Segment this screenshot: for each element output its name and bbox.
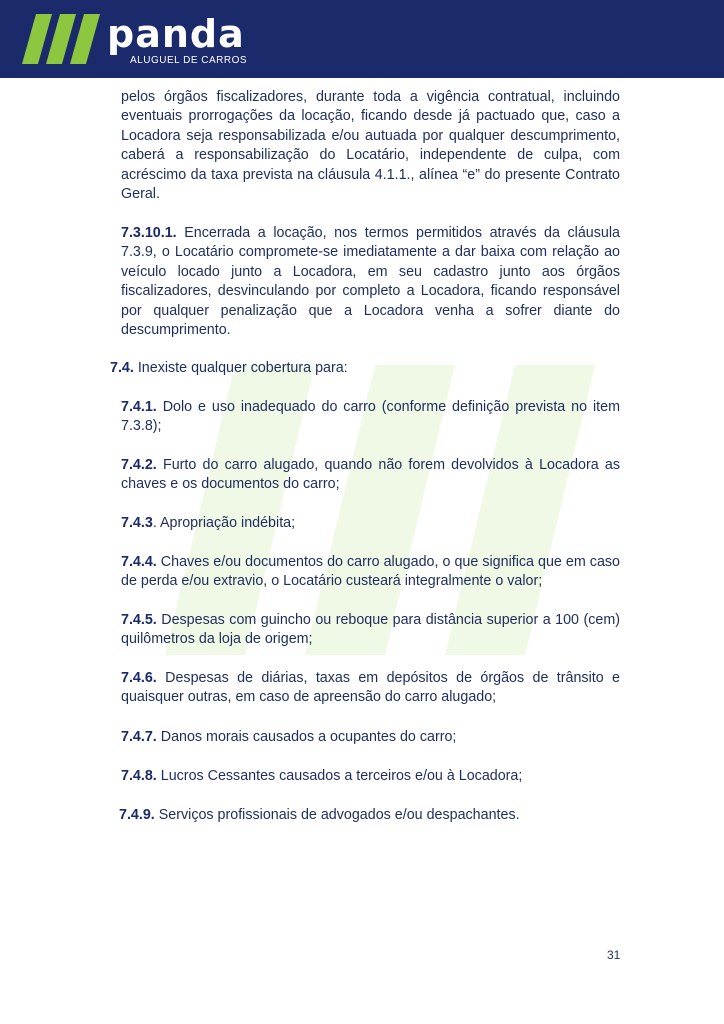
clause-number: 7.4.7. <box>121 729 157 745</box>
paragraph-text: Danos morais causados a ocupantes do carro; <box>156 729 457 745</box>
paragraph-text: pelos órgãos fiscalizadores, durante toda a vigência contratual, incluindo eventuais prorrogações da locação, ficando desde já pactuado que, caso a Locadora seja responsabilizada e/ou autuada por qualquer descumprimento, caberá a responsabilização do Locatário, independente de culpa, com acréscimo da taxa prevista na cláusula 4.1.1., alínea “e” do presente Contrato Geral. <box>121 89 620 203</box>
paragraph-7-4-1 <box>121 398 620 437</box>
clause-number: 7.4.5. <box>121 612 157 628</box>
clause-number: 7.4.9. <box>119 807 155 823</box>
clause-number: 7.4.8. <box>121 768 157 784</box>
page-number: 31 <box>607 948 621 962</box>
paragraph-7-4-6 <box>121 669 620 708</box>
paragraph-text: Furto do carro alugado, quando não forem devolvidos à Locadora as chaves e os documentos do carro; <box>121 457 620 493</box>
paragraph-text: Serviços profissionais de advogados e/ou despachantes. <box>154 807 520 823</box>
clause-number: 7.4.4. <box>121 554 157 570</box>
clause-number: 7.4. <box>110 360 134 376</box>
paragraph-text: Despesas com guincho ou reboque para distância superior a 100 (cem) quilômetros da loja de origem; <box>121 612 620 648</box>
paragraph-7-4-9 <box>119 806 618 825</box>
paragraph-7-4-5 <box>121 611 620 650</box>
paragraph-text: Lucros Cessantes causados a terceiros e/ou à Locadora; <box>156 768 523 784</box>
paragraph-text: . Apropriação indébita; <box>152 515 296 531</box>
panda-stripes-logo-icon <box>22 14 104 64</box>
page-header <box>0 0 724 78</box>
paragraph-text: Chaves e/ou documentos do carro alugado, o que significa que em caso de perda e/ou extravio, o Locatário custeará integralmente o valor; <box>121 554 620 590</box>
paragraph-7-3-10-1 <box>121 224 620 340</box>
paragraph-text: Dolo e uso inadequado do carro (conforme definição prevista no item 7.3.8); <box>121 399 620 435</box>
paragraph-7-4-2 <box>121 456 620 495</box>
paragraph-text: Encerrada a locação, nos termos permitidos através da cláusula 7.3.9, o Locatário compromete-se imediatamente a dar baixa com relação ao veículo locado junto a Locadora, em seu cadastro junto aos órgãos fiscalizadores, desvinculando por completo a Locadora, ficando responsável por qualquer penalização que a Locadora venha a sofrer diante do descumprimento. <box>121 225 620 339</box>
paragraph-7-4-3 <box>121 514 620 533</box>
paragraph-text: Inexiste qualquer cobertura para: <box>133 360 348 376</box>
paragraph-7-4-7 <box>121 728 620 747</box>
paragraph-text: Despesas de diárias, taxas em depósitos de órgãos de trânsito e quaisquer outras, em caso de apreensão do carro alugado; <box>121 670 620 706</box>
logo-wordmark: panda <box>107 12 245 56</box>
paragraph-7-3-10-continuation <box>121 88 620 204</box>
clause-number: 7.4.6. <box>121 670 157 686</box>
clause-number: 7.4.1. <box>121 399 157 415</box>
logo-subtitle: ALUGUEL DE CARROS <box>130 55 248 66</box>
clause-number: 7.4.2. <box>121 457 157 473</box>
paragraph-7-4 <box>110 359 609 378</box>
paragraph-7-4-8 <box>121 767 620 786</box>
paragraph-7-4-4 <box>121 553 620 592</box>
clause-number: 7.3.10.1. <box>121 225 177 241</box>
clause-number: 7.4.3 <box>121 515 153 531</box>
